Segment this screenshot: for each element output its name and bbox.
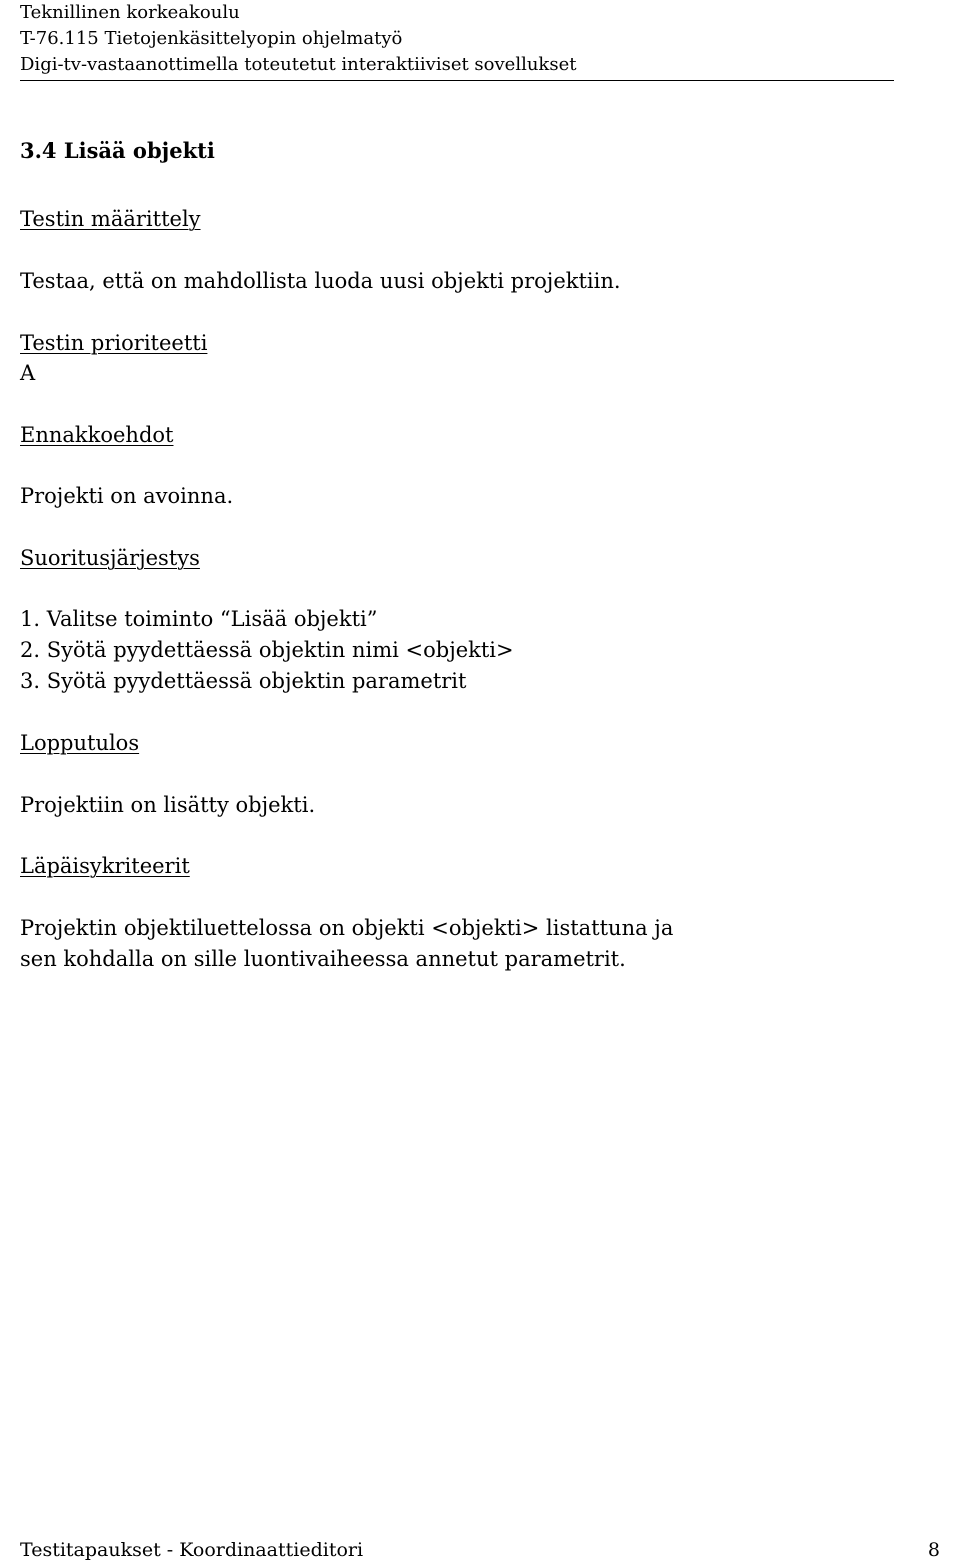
definition-heading: Testin määrittely — [20, 207, 201, 231]
criteria-line: sen kohdalla on sille luontivaiheessa annetut parametrit. — [20, 947, 626, 971]
criteria-line: Projektin objektiluettelossa on objekti <objekti> listattuna ja — [20, 916, 674, 940]
priority-value: A — [20, 361, 36, 385]
criteria-heading: Läpäisykriteerit — [20, 854, 190, 878]
preconditions-heading: Ennakkoehdot — [20, 423, 174, 447]
footer-document-title: Testitapaukset - Koordinaattieditori — [20, 1539, 364, 1561]
steps-heading: Suoritusjärjestys — [20, 546, 200, 570]
header-institution: Teknillinen korkeakoulu — [20, 2, 240, 23]
step-item: 3. Syötä pyydettäessä objektin parametrit — [20, 669, 467, 693]
page-header — [20, 0, 894, 81]
header-project: Digi-tv-vastaanottimella toteutetut interaktiiviset sovellukset — [20, 54, 577, 75]
page-number: 8 — [927, 1539, 940, 1561]
preconditions-text: Projekti on avoinna. — [20, 484, 234, 508]
priority-heading: Testin prioriteetti — [20, 331, 208, 355]
step-item: 1. Valitse toiminto “Lisää objekti” — [20, 607, 378, 631]
header-course: T-76.115 Tietojenkäsittelyopin ohjelmatyö — [20, 28, 403, 49]
step-item: 2. Syötä pyydettäessä objektin nimi <objekti> — [20, 638, 514, 662]
section-title: 3.4 Lisää objekti — [20, 138, 215, 163]
result-text: Projektiin on lisätty objekti. — [20, 793, 316, 817]
definition-text: Testaa, että on mahdollista luoda uusi objekti projektiin. — [20, 269, 621, 293]
result-heading: Lopputulos — [20, 731, 140, 755]
